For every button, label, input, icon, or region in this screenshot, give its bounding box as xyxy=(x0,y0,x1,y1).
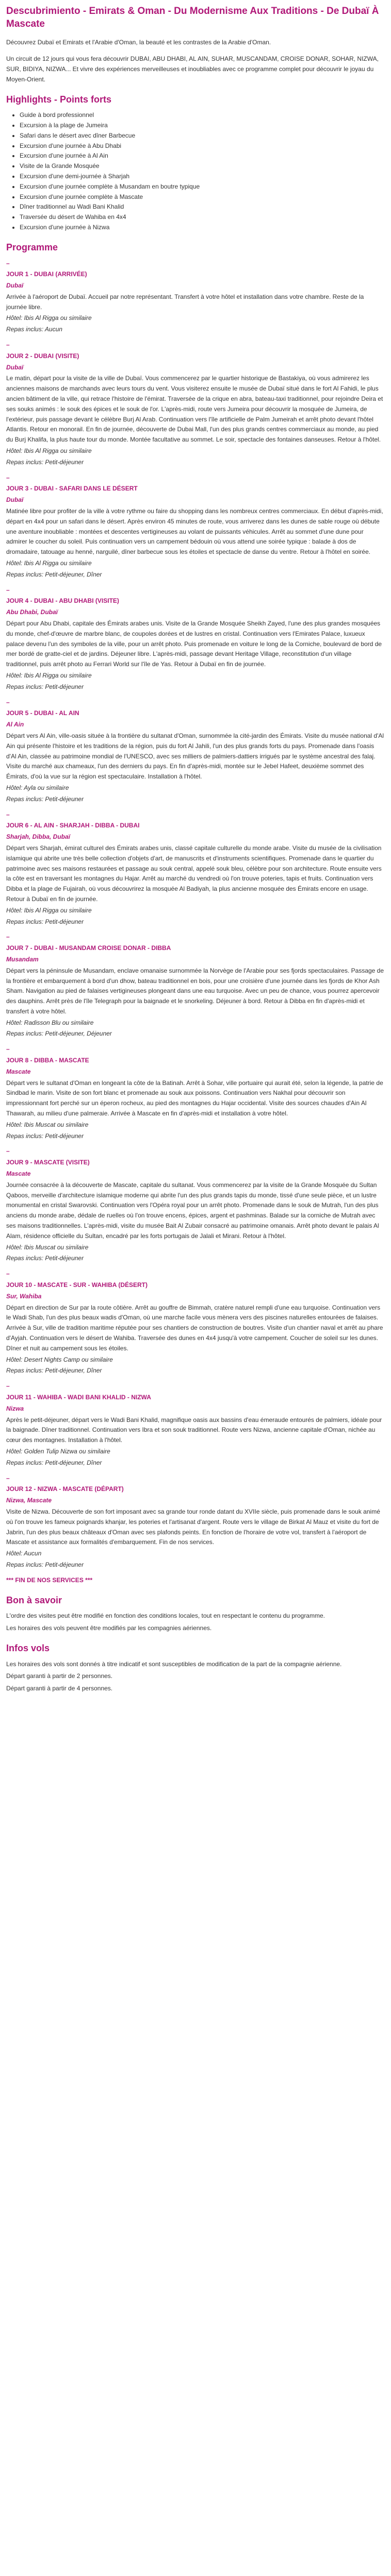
day-meta: Hôtel: Ibis Muscat ou similaire xyxy=(6,1121,89,1128)
day-heading: JOUR 5 - DUBAI - AL AIN xyxy=(6,709,79,717)
day-separator: – xyxy=(6,933,10,941)
intro-paragraph: Découvrez Dubaï et Emirats et l'Arabie d'Oman, la beauté et les contrastes de la Arabie d'Oman. xyxy=(6,39,271,46)
day-meta: Hôtel: Ibis Al Rigga ou similaire xyxy=(6,671,92,679)
day-block xyxy=(6,932,385,1039)
highlight-item: • Guide à bord professionnel xyxy=(20,110,385,121)
day-heading: JOUR 1 - DUBAI (ARRIVÉE) xyxy=(6,270,87,278)
day-meta: Repas inclus: Petit-déjeuner, Dîner xyxy=(6,570,102,578)
info-item: Départ garanti à partir de 4 personnes. xyxy=(6,1685,113,1692)
day-location: Abu Dhabi, Dubaï xyxy=(6,608,58,616)
day-description: Départ vers le sultanat d'Oman en longeant la côte de la Batinah. Arrêt à Sohar, ville portuaire qui aurait été, selon la légende, la patrie de Sindbad le marin. Visite de son fort blanc et promenade au souk aux poissons. Continuation vers Nakhal pour découvrir son impressionnant fort perché sur un éperon rocheux, au pied des montagnes du Hajar occidental. Visite des sources chaudes d'Ain Al Thawarah, au milieu d'une palmeraie. Arrivée à Mascate en fin d'après-midi et installation à votre hôtel. xyxy=(6,1079,383,1117)
day-location: Al Ain xyxy=(6,721,24,728)
day-block xyxy=(6,1269,385,1376)
day-meta: Hôtel: Ibis Al Rigga ou similaire xyxy=(6,560,92,567)
highlight-item: • Excursion d'une journée à Nizwa xyxy=(20,223,385,233)
info-title: Infos vols xyxy=(6,1642,50,1653)
day-location: Dubaï xyxy=(6,496,24,504)
day-separator: – xyxy=(6,1270,10,1278)
intro-paragraph: Un circuit de 12 jours qui vous fera découvrir DUBAI, ABU DHABI, AL AIN, SUHAR, MUSCANDAM, CROISE DONAR, SOHAR, NIZWA, SUR, BIDIYA, NIZWA... Et vivre des expériences merveilleuses et inoubliables avec ce programme complet pour découvrir le joyau du Moyen-Orient. xyxy=(6,55,379,83)
day-meta: Hôtel: Ibis Al Rigga ou similaire xyxy=(6,314,92,322)
day-description: Matinée libre pour profiter de la ville à votre rythme ou faire du shopping dans les nombreux centres commerciaux. En début d'après-midi, départ en 4x4 pour un safari dans le désert. Après environ 45 minutes de route, vous arriverez dans les dunes de sable rouge où débute une aventure inoubliable : montées et descentes vertigineuses au volant de puissants véhicules. Arrêt au sommet d'une dune pour admirer le coucher du soleil. Puis continuation vers un campement bédouin où vous attend une soirée typique : balade à dos de dromadaire, tatouage au henné, narguilé, dîner barbecue sous les étoiles et spectacle de danse du ventre. Retour à l'hôtel en soirée. xyxy=(6,507,383,556)
day-meta: Hôtel: Ayla ou similaire xyxy=(6,784,69,791)
day-block xyxy=(6,585,385,692)
day-heading: JOUR 9 - MASCATE (VISITE) xyxy=(6,1159,90,1166)
day-separator: – xyxy=(6,473,10,481)
highlight-item: • Excursion à la plage de Jumeira xyxy=(20,121,385,131)
day-description: Départ pour Abu Dhabi, capitale des Émirats arabes unis. Visite de la Grande Mosquée Sheikh Zayed, l'une des plus grandes mosquées du monde, chef-d'œuvre de marbre blanc, de coupoles dorées et de lustres en cristal. Continuation vers l'Emirates Palace, luxueux palace devenu l'un des symboles de la ville, pour un arrêt photo. Puis promenade en voiture le long de la Corniche, boulevard de bord de mer bordé de gratte-ciel et de jardins. Déjeuner libre. L'après-midi, passage devant Heritage Village, reconstitution d'un village traditionnel, puis arrêt photo au Ferrari World sur l'île de Yas. Retour à Dubaï en fin de journée. xyxy=(6,620,382,668)
day-separator: – xyxy=(6,1045,10,1053)
intro xyxy=(6,38,385,84)
day-meta: Hôtel: Ibis Al Rigga ou similaire xyxy=(6,906,92,914)
highlight-item: • Excursion d'une demi-journée à Sharjah xyxy=(20,172,385,182)
itinerary xyxy=(6,259,385,1570)
programme-title: Programme xyxy=(6,242,58,252)
day-meta: Repas inclus: Petit-déjeuner xyxy=(6,1561,84,1568)
day-location: Nizwa, Mascate xyxy=(6,1497,52,1504)
day-heading: JOUR 11 - WAHIBA - WADI BANI KHALID - NIZWA xyxy=(6,1393,151,1401)
day-meta: Hôtel: Aucun xyxy=(6,1550,42,1557)
highlights-list xyxy=(6,110,385,233)
day-location: Sur, Wahiba xyxy=(6,1292,42,1300)
day-heading: JOUR 3 - DUBAI - SAFARI DANS LE DÉSERT xyxy=(6,485,138,493)
day-block xyxy=(6,810,385,927)
day-location: Mascate xyxy=(6,1067,31,1075)
day-block xyxy=(6,1473,385,1570)
day-separator: – xyxy=(6,1474,10,1482)
day-heading: JOUR 10 - MASCATE - SUR - WAHIBA (DÉSERT) xyxy=(6,1281,148,1289)
day-description: Le matin, départ pour la visite de la ville de Dubaï. Vous commencerez par le quartier historique de Bastakiya, où vous admirerez les anciennes maisons de marchands avec leurs tours du vent. Vous visiterez ensuite le musée de Dubaï situé dans le fort Al Fahidi, le plus ancien bâtiment de la ville, qui retrace l'histoire de l'émirat. Traversée de la crique en abra, bateau-taxi traditionnel, pour rejoindre Deira et ses souks animés : le souk des épices et le souk de l'or. L'après-midi, route vers Jumeira pour découvrir la mosquée de Jumeira, de l'extérieur, puis passage devant le célèbre Burj Al Arab. Continuation vers l'île artificielle de Palm Jumeirah et arrêt photo devant l'hôtel Atlantis. Retour en monorail. En fin de journée, découverte de Dubai Mall, l'un des plus grands centres commerciaux au monde, au pied du Burj Khalifa, la plus haute tour du monde. Montée facultative au sommet. Le soir, spectacle des fontaines danseuses. Retour à l'hôtel. xyxy=(6,375,383,444)
day-heading: JOUR 12 - NIZWA - MASCATE (DÉPART) xyxy=(6,1485,124,1493)
day-meta: Hôtel: Desert Nights Camp ou similaire xyxy=(6,1355,113,1363)
day-location: Sharjah, Dibba, Dubaï xyxy=(6,833,71,841)
day-separator: – xyxy=(6,1382,10,1390)
day-description: Journée consacrée à la découverte de Mascate, capitale du sultanat. Vous commencerez par la visite de la Grande Mosquée du Sultan Qaboos, merveille d'architecture islamique moderne qui abrite l'un des plus grands tapis du monde, tissé d'une seule pièce, et un lustre monumental en cristal Swarovski. Continuation vers l'Opéra royal pour un arrêt photo. Promenade dans le souk de Mutrah, l'un des plus anciens du monde arabe, dédale de ruelles où l'on trouve encens, épices, argent et pashminas. Balade sur la corniche de Mutrah avec ses maisons traditionnelles. L'après-midi, visite du musée Bait Al Zubair consacré au patrimoine omanais. Arrêt photo devant le palais Al Alam, résidence officielle du Sultan, encadré par les forts portugais de Jalali et Mirani. Retour à l'hôtel. xyxy=(6,1181,379,1240)
day-block xyxy=(6,1044,385,1141)
end-marker: *** FIN DE NOS SERVICES *** xyxy=(6,1576,93,1584)
info-item: Les horaires des vols sont donnés à titre indicatif et sont susceptibles de modification de la part de la compagnie aérienne. xyxy=(6,1660,342,1668)
day-heading: JOUR 8 - DIBBA - MASCATE xyxy=(6,1057,89,1064)
highlight-item: • Excursion d'une journée à Al Ain xyxy=(20,151,385,161)
day-block xyxy=(6,259,385,335)
highlight-item: • Excursion d'une journée complète à Musandam en boutre typique xyxy=(20,182,385,192)
day-block xyxy=(6,1381,385,1468)
day-location: Dubaï xyxy=(6,282,24,290)
info-block xyxy=(6,1659,385,1694)
day-description: Départ en direction de Sur par la route côtière. Arrêt au gouffre de Bimmah, cratère naturel rempli d'une eau turquoise. Continuation vers le Wadi Shab, l'un des plus beaux wadis d'Oman, où une marche facile vous mènera vers des piscines naturelles entourées de falaises. Arrivée à Sur, ville de tradition maritime réputée pour ses chantiers de construction de boutres. Visite d'un chantier naval et arrêt au phare d'Ayjah. Continuation vers le désert de Wahiba. Traversée des dunes en 4x4 jusqu'à votre campement. Coucher de soleil sur les dunes. Dîner et nuit au campement sous les étoiles. xyxy=(6,1303,383,1352)
page-title: Descubrimiento - Emirats & Oman - Du Modernisme Aux Traditions - De Dubaï À Mascate xyxy=(6,6,379,29)
day-separator: – xyxy=(6,698,10,706)
day-block xyxy=(6,340,385,468)
day-meta: Repas inclus: Petit-déjeuner xyxy=(6,1132,84,1140)
day-separator: – xyxy=(6,810,10,818)
highlight-item: • Traversée du désert de Wahiba en 4x4 xyxy=(20,212,385,223)
day-location: Mascate xyxy=(6,1170,31,1178)
good-to-know-item: L'ordre des visites peut être modifié en fonction des conditions locales, tout en respectant le contenu du programme. xyxy=(6,1612,325,1620)
day-separator: – xyxy=(6,1147,10,1155)
day-heading: JOUR 7 - DUBAI - MUSANDAM CROISE DONAR - DIBBA xyxy=(6,944,171,952)
highlight-item: • Safari dans le désert avec dîner Barbecue xyxy=(20,131,385,141)
day-meta: Hôtel: Ibis Al Rigga ou similaire xyxy=(6,447,92,455)
day-block xyxy=(6,698,385,805)
day-meta: Repas inclus: Petit-déjeuner, Dîner xyxy=(6,1459,102,1466)
day-meta: Repas inclus: Petit-déjeuner xyxy=(6,795,84,803)
highlight-item: • Excursion d'une journée à Abu Dhabi xyxy=(20,141,385,151)
day-description: Départ vers Sharjah, émirat culturel des Émirats arabes unis, classé capitale culturelle du monde arabe. Visite du musée de la civilisation islamique qui abrite une très belle collection d'objets d'art, de manuscrits et d'instruments scientifiques. Promenade dans le quartier du patrimoine avec ses maisons restaurées et passage au souk central, appelé souk bleu, célèbre pour son architecture. Route ensuite vers la côte est en traversant les montagnes du Hajar. Arrêt au marché du vendredi où l'on trouve poteries, tapis et fruits. Continuation vers Dibba et la plage de Fujairah, où vous découvrirez la mosquée Al Badiyah, la plus ancienne mosquée des Émirats encore en usage. Retour à Dubaï en fin de journée. xyxy=(6,844,382,903)
highlights-title: Highlights - Points forts xyxy=(6,94,111,105)
good-to-know-title: Bon à savoir xyxy=(6,1595,62,1605)
day-heading: JOUR 4 - DUBAI - ABU DHABI (VISITE) xyxy=(6,597,119,605)
day-meta: Repas inclus: Petit-déjeuner xyxy=(6,458,84,466)
good-to-know-item: Les horaires des vols peuvent être modifiés par les compagnies aériennes. xyxy=(6,1624,212,1632)
day-meta: Hôtel: Ibis Muscat ou similaire xyxy=(6,1243,89,1251)
day-description: Après le petit-déjeuner, départ vers le Wadi Bani Khalid, magnifique oasis aux bassins d'eau émeraude entourés de palmiers, idéale pour la baignade. Dîner traditionnel. Continuation vers Ibra et son souk traditionnel. Route vers Nizwa, ancienne capitale d'Oman, nichée au cœur des montagnes. Installation à l'hôtel. xyxy=(6,1416,382,1444)
day-location: Nizwa xyxy=(6,1404,24,1412)
day-meta: Repas inclus: Aucun xyxy=(6,326,62,333)
day-description: Départ vers Al Ain, ville-oasis située à la frontière du sultanat d'Oman, surnommée la cité-jardin des Émirats. Visite du musée national d'Al Ain qui présente l'histoire et les traditions de la région, puis du fort Al Jahili, l'un des plus grands forts du pays. Promenade dans l'oasis d'Al Ain, classée au patrimoine mondial de l'UNESCO, avec ses milliers de palmiers-dattiers irrigués par le système ancestral des falaj. Visite du marché aux chameaux, l'un des derniers du pays. En fin d'après-midi, montée sur le Jebel Hafeet, deuxième sommet des Émirats, d'où la vue sur la région est spectaculaire. Installation à l'hôtel. xyxy=(6,732,384,781)
day-description: Départ vers la péninsule de Musandam, enclave omanaise surnommée la Norvège de l'Arabie pour ses fjords spectaculaires. Passage de la frontière et embarquement à bord d'un dhow, bateau traditionnel en bois, pour une croisière d'une journée dans les fjords de Khor Ash Sham. Navigation au pied de falaises vertigineuses plongeant dans une eau turquoise. Avec un peu de chance, vous pourrez apercevoir des dauphins. Arrêt près de l'île Telegraph pour la baignade et le snorkeling. Déjeuner à bord. Retour à Dibba en fin d'après-midi et transfert à votre hôtel. xyxy=(6,967,384,1015)
day-location: Musandam xyxy=(6,955,39,963)
day-block xyxy=(6,473,385,580)
day-location: Dubaï xyxy=(6,363,24,371)
day-separator: – xyxy=(6,341,10,349)
day-heading: JOUR 2 - DUBAI (VISITE) xyxy=(6,352,79,360)
day-heading: JOUR 6 - AL AIN - SHARJAH - DIBBA - DUBAI xyxy=(6,822,140,829)
day-meta: Hôtel: Radisson Blu ou similaire xyxy=(6,1019,94,1026)
day-separator: – xyxy=(6,586,10,594)
day-meta: Hôtel: Golden Tulip Nizwa ou similaire xyxy=(6,1447,110,1455)
info-item: Départ garanti à partir de 2 personnes. xyxy=(6,1672,113,1680)
day-description: Visite de Nizwa. Découverte de son fort imposant avec sa grande tour ronde datant du XVIIe siècle, puis promenade dans le souk animé où l'on trouve les fameux poignards khanjar, les poteries et l'artisanat d'argent. Route vers le village de Birkat Al Mauz et visite du fort de Jabrin, l'un des plus beaux châteaux d'Oman avec ses plafonds peints. En fonction de l'horaire de votre vol, transfert à l'aéroport de Mascate et assistance aux formalités d'embarquement. Fin de nos services. xyxy=(6,1507,380,1546)
day-block xyxy=(6,1146,385,1264)
highlight-item: • Dîner traditionnel au Wadi Bani Khalid xyxy=(20,202,385,212)
day-meta: Repas inclus: Petit-déjeuner, Dîner xyxy=(6,1367,102,1375)
day-meta: Repas inclus: Petit-déjeuner, Déjeuner xyxy=(6,1030,112,1038)
day-meta: Repas inclus: Petit-déjeuner xyxy=(6,918,84,925)
day-meta: Repas inclus: Petit-déjeuner xyxy=(6,1255,84,1262)
day-separator: – xyxy=(6,259,10,267)
highlight-item: • Visite de la Grande Mosquée xyxy=(20,161,385,172)
day-meta: Repas inclus: Petit-déjeuner xyxy=(6,683,84,690)
day-description: Arrivée à l'aéroport de Dubaï. Accueil par notre représentant. Transfert à votre hôtel et installation dans votre chambre. Reste de la journée libre. xyxy=(6,293,364,311)
highlight-item: • Excursion d'une journée complète à Mascate xyxy=(20,192,385,202)
good-to-know xyxy=(6,1611,385,1634)
